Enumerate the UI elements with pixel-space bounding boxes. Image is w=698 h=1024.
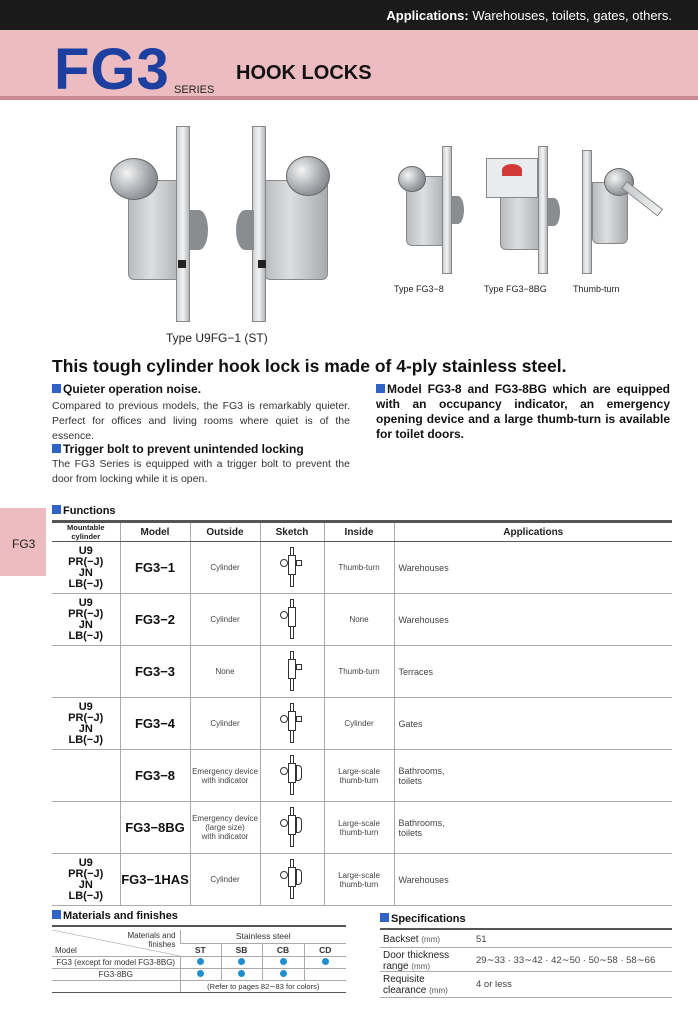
table-row bbox=[52, 968, 346, 980]
col-header: Inside bbox=[324, 523, 394, 542]
feature-2-text: The FG3 Series is equipped with a trigger bolt to prevent the door from locking while it is open. bbox=[52, 458, 350, 485]
finish-header: SB bbox=[221, 943, 262, 956]
product-title: HOOK LOCKS bbox=[236, 62, 372, 84]
finish-available-dot-icon bbox=[238, 958, 245, 965]
finish-available-dot-icon bbox=[280, 970, 287, 977]
feature-1-title bbox=[52, 382, 201, 396]
feature-2-title bbox=[52, 442, 304, 456]
fg3-8-caption: Type FG3−8 bbox=[394, 284, 444, 294]
spec-unit: (mm) bbox=[429, 986, 448, 995]
cylinder-text: JN bbox=[78, 878, 93, 891]
bullet-square-icon bbox=[380, 913, 389, 922]
functions-header-row bbox=[52, 523, 672, 542]
inside-text: Large-scale bbox=[338, 818, 380, 828]
materials-header-row bbox=[52, 930, 346, 943]
application-text: Warehouses bbox=[398, 562, 449, 573]
faceplate bbox=[176, 126, 190, 322]
spec-value: 4 or less bbox=[476, 979, 512, 990]
thumb-turn-photo bbox=[572, 146, 672, 276]
hook-bolt bbox=[190, 210, 208, 250]
outside-cell bbox=[190, 698, 260, 750]
application-cell bbox=[394, 802, 672, 854]
cylinder-cell bbox=[52, 646, 120, 698]
lock-sketch-icon bbox=[276, 805, 308, 849]
inside-cell bbox=[324, 854, 394, 906]
table-row bbox=[52, 956, 346, 968]
table-row bbox=[52, 594, 672, 646]
outside-cell bbox=[190, 854, 260, 906]
functions-title bbox=[52, 505, 116, 517]
application-text: Warehouses bbox=[398, 614, 449, 625]
cylinder-text: LB(−J) bbox=[68, 629, 104, 642]
bullet-square-icon bbox=[52, 384, 61, 393]
lock-sketch-icon bbox=[276, 545, 308, 589]
faceplate bbox=[442, 146, 452, 274]
cylinder-text: U9 bbox=[78, 856, 93, 869]
faceplate bbox=[582, 150, 592, 274]
outside-text: Emergency device bbox=[192, 766, 258, 776]
feature-3 bbox=[376, 382, 670, 442]
sketch-outside bbox=[280, 559, 288, 567]
cylinder-text: U9 bbox=[78, 596, 93, 609]
application-text: Gates bbox=[398, 718, 423, 729]
materials-table bbox=[52, 930, 346, 993]
cylinder-text: LB(−J) bbox=[68, 733, 104, 746]
application-cell bbox=[394, 698, 672, 750]
col-header: Mountable cylinder bbox=[52, 523, 120, 542]
fg3-8-photo bbox=[394, 146, 474, 276]
main-product-photo bbox=[100, 120, 360, 330]
material-model-cell: FG3-8BG bbox=[52, 968, 180, 980]
outside-text: None bbox=[215, 667, 235, 676]
inside-cell bbox=[324, 698, 394, 750]
table-row bbox=[52, 854, 672, 906]
finish-header: CB bbox=[262, 943, 304, 956]
sketch-inside bbox=[296, 560, 302, 566]
spec-label-text: Door thickness range bbox=[383, 950, 450, 972]
inside-text: Thumb-turn bbox=[338, 563, 380, 572]
application-text: toilets bbox=[398, 827, 423, 838]
col-header: Sketch bbox=[260, 523, 324, 542]
sketch-body bbox=[288, 815, 296, 835]
model-cell: FG3−4 bbox=[120, 698, 190, 750]
application-cell bbox=[394, 542, 672, 594]
sketch-cell bbox=[260, 854, 324, 906]
cylinder-cell bbox=[52, 802, 120, 854]
finish-header: ST bbox=[180, 943, 221, 956]
indicator-knob-image bbox=[398, 166, 426, 192]
spec-value: 51 bbox=[476, 934, 487, 945]
specs-title bbox=[380, 913, 466, 925]
model-cell: FG3−3 bbox=[120, 646, 190, 698]
finish-cell bbox=[180, 956, 221, 968]
cylinder-text: PR(−J) bbox=[68, 711, 104, 724]
sketch-lever bbox=[296, 869, 302, 885]
materials-title-text: Materials and finishes bbox=[63, 910, 178, 922]
sketch-cell bbox=[260, 750, 324, 802]
series-label: SERIES bbox=[174, 84, 215, 96]
model-cell: FG3−1 bbox=[120, 542, 190, 594]
section-side-tab bbox=[0, 508, 46, 576]
outside-text: Cylinder bbox=[210, 875, 240, 884]
outside-cell bbox=[190, 594, 260, 646]
outside-cell bbox=[190, 802, 260, 854]
inside-cell bbox=[324, 542, 394, 594]
functions-table bbox=[52, 522, 672, 906]
cylinder-text: LB(−J) bbox=[68, 577, 104, 590]
sketch-cell bbox=[260, 646, 324, 698]
finish-cell bbox=[221, 956, 262, 968]
inside-text: Thumb-turn bbox=[338, 667, 380, 676]
faceplate bbox=[252, 126, 266, 322]
outside-text: Cylinder bbox=[210, 615, 240, 624]
application-text: Bathrooms, bbox=[398, 765, 445, 776]
lock-sketch-icon bbox=[276, 753, 308, 797]
outside-text: (large size) bbox=[205, 823, 245, 832]
sketch-cell bbox=[260, 594, 324, 646]
hook-bolt bbox=[548, 198, 560, 226]
model-cell: FG3−1HAS bbox=[120, 854, 190, 906]
hook-bolt bbox=[236, 210, 254, 250]
sketch-cell bbox=[260, 802, 324, 854]
materials-note-row bbox=[52, 980, 346, 992]
lock-sketch-icon bbox=[276, 857, 308, 901]
finish-cell bbox=[221, 968, 262, 980]
spec-label bbox=[383, 934, 473, 945]
sketch-cell bbox=[260, 698, 324, 750]
inside-text: thumb-turn bbox=[339, 827, 379, 837]
inside-text: thumb-turn bbox=[339, 879, 379, 889]
finish-cell bbox=[304, 956, 346, 968]
top-bar bbox=[0, 0, 698, 30]
sketch-inside bbox=[296, 664, 302, 670]
inside-text: thumb-turn bbox=[339, 775, 379, 785]
spec-value: 29∼33 · 33∼42 · 42∼50 · 50∼58 · 58∼66 bbox=[476, 955, 656, 966]
table-row bbox=[52, 750, 672, 802]
sketch-lever bbox=[296, 765, 302, 781]
materials-top-rule bbox=[52, 925, 346, 927]
sketch-outside bbox=[280, 871, 288, 879]
spec-row bbox=[380, 930, 672, 948]
fg3-8bg-caption: Type FG3−8BG bbox=[484, 284, 547, 294]
finish-cell bbox=[304, 968, 346, 980]
materials-note: (Refer to pages 82∼83 for colors) bbox=[180, 980, 346, 992]
model-cell: FG3−2 bbox=[120, 594, 190, 646]
model-title: FG3 bbox=[54, 37, 170, 102]
finish-header: CD bbox=[304, 943, 346, 956]
spec-label bbox=[383, 974, 453, 996]
thumb-turn-image bbox=[286, 156, 330, 196]
cylinder-cell bbox=[52, 698, 120, 750]
sketch-lever bbox=[296, 817, 302, 833]
hook-bolt bbox=[452, 196, 464, 224]
outside-text: with indicator bbox=[201, 832, 249, 841]
materials-title bbox=[52, 910, 178, 922]
finish-cell bbox=[180, 968, 221, 980]
lock-sketch-icon bbox=[276, 701, 308, 745]
feature-2-title-text: Trigger bolt to prevent unintended locking bbox=[63, 442, 304, 456]
functions-title-text: Functions bbox=[63, 505, 116, 517]
sketch-outside bbox=[280, 767, 288, 775]
application-text: toilets bbox=[398, 775, 423, 786]
cylinder-text: PR(−J) bbox=[68, 555, 104, 568]
col-header: Outside bbox=[190, 523, 260, 542]
sketch-body bbox=[288, 711, 296, 731]
lock-sketch-icon bbox=[276, 597, 308, 641]
application-text: Bathrooms, bbox=[398, 817, 445, 828]
sketch-outside bbox=[280, 611, 288, 619]
outside-text: Emergency device bbox=[192, 814, 258, 823]
inside-text: None bbox=[349, 615, 369, 624]
cylinder-text: LB(−J) bbox=[68, 889, 104, 902]
spec-unit: (mm) bbox=[421, 935, 441, 944]
outside-cell bbox=[190, 542, 260, 594]
application-cell bbox=[394, 594, 672, 646]
inside-cell bbox=[324, 646, 394, 698]
outside-text: Cylinder bbox=[210, 719, 240, 728]
trigger-slot bbox=[258, 260, 266, 268]
inside-cell bbox=[324, 750, 394, 802]
cylinder-cell bbox=[52, 854, 120, 906]
inside-cell bbox=[324, 594, 394, 646]
cylinder-text: JN bbox=[78, 566, 93, 579]
model-cell: FG3−8 bbox=[120, 750, 190, 802]
cylinder-text: U9 bbox=[78, 544, 93, 557]
outside-cell bbox=[190, 750, 260, 802]
applications-value: Warehouses, toilets, gates, others. bbox=[472, 8, 672, 23]
specs-title-text: Specifications bbox=[391, 913, 466, 925]
bullet-square-icon bbox=[376, 384, 385, 393]
feature-1-title-text: Quieter operation noise. bbox=[63, 382, 202, 396]
sketch-body bbox=[288, 659, 296, 679]
bullet-square-icon bbox=[52, 444, 61, 453]
spec-row bbox=[380, 972, 672, 998]
spec-label-text: Backset bbox=[383, 934, 422, 945]
spec-unit: (mm) bbox=[411, 962, 431, 971]
inside-cell bbox=[324, 802, 394, 854]
materials-group-header: Stainless steel bbox=[180, 930, 346, 943]
sketch-body bbox=[288, 763, 296, 783]
inside-text: Large-scale bbox=[338, 766, 380, 776]
application-cell bbox=[394, 646, 672, 698]
indicator-red-window bbox=[502, 164, 522, 176]
cylinder-text: U9 bbox=[78, 700, 93, 713]
lock-case bbox=[264, 180, 328, 280]
table-row bbox=[52, 802, 672, 854]
faceplate bbox=[538, 146, 548, 274]
cylinder-cell bbox=[52, 750, 120, 802]
application-cell bbox=[394, 854, 672, 906]
corner-top-label bbox=[127, 931, 175, 949]
outside-cell bbox=[190, 646, 260, 698]
spec-label bbox=[383, 950, 453, 972]
materials-corner-cell bbox=[52, 930, 180, 956]
finish-available-dot-icon bbox=[197, 958, 204, 965]
col-header: Model bbox=[120, 523, 190, 542]
finish-available-dot-icon bbox=[238, 970, 245, 977]
cylinder-text: PR(−J) bbox=[68, 867, 104, 880]
model-cell: FG3−8BG bbox=[120, 802, 190, 854]
cylinder-knob-image bbox=[110, 158, 158, 200]
outside-text: Cylinder bbox=[210, 563, 240, 572]
lock-sketch-icon bbox=[276, 649, 308, 693]
finish-cell bbox=[262, 956, 304, 968]
sketch-cell bbox=[260, 542, 324, 594]
sketch-body bbox=[288, 607, 296, 627]
finish-available-dot-icon bbox=[280, 958, 287, 965]
bullet-square-icon bbox=[52, 910, 61, 919]
material-model-cell: FG3 (except for model FG3-8BG) bbox=[52, 956, 180, 968]
corner-top-text: Materials and bbox=[127, 931, 176, 940]
materials-note-spacer bbox=[52, 980, 180, 992]
table-row bbox=[52, 542, 672, 594]
table-row bbox=[52, 698, 672, 750]
inside-text: Cylinder bbox=[344, 719, 374, 728]
cylinder-text: JN bbox=[78, 618, 93, 631]
feature-1-text: Compared to previous models, the FG3 is remarkably quieter. Perfect for offices and living rooms where quiet is of the essence. bbox=[52, 400, 350, 442]
application-text: Terraces bbox=[398, 666, 434, 677]
cylinder-text: PR(−J) bbox=[68, 607, 104, 620]
sketch-body bbox=[288, 867, 296, 887]
corner-top-text-2: finishes bbox=[148, 940, 176, 949]
corner-bottom-label: Model bbox=[55, 945, 77, 955]
fg3-8bg-photo bbox=[482, 146, 568, 276]
applications-label: Applications: bbox=[386, 8, 469, 23]
finish-available-dot-icon bbox=[322, 958, 329, 965]
bullet-square-icon bbox=[52, 505, 61, 514]
finish-cell bbox=[262, 968, 304, 980]
application-text: Warehouses bbox=[398, 874, 449, 885]
sketch-outside bbox=[280, 819, 288, 827]
side-tab-label: FG3 bbox=[12, 537, 36, 551]
col-header: Applications bbox=[394, 523, 672, 542]
outside-text: with indicator bbox=[201, 775, 249, 785]
cylinder-cell bbox=[52, 594, 120, 646]
cylinder-cell bbox=[52, 542, 120, 594]
main-photo-caption: Type U9FG−1 (ST) bbox=[166, 331, 268, 345]
trigger-slot bbox=[178, 260, 186, 268]
thumb-turn-caption: Thumb-turn bbox=[573, 284, 620, 294]
feature-3-text: Model FG3-8 and FG3-8BG which are equipped with an occupancy indicator, an emergency opening device and a large thumb-turn is available for toilet doors. bbox=[376, 382, 670, 441]
sketch-outside bbox=[280, 715, 288, 723]
finish-available-dot-icon bbox=[197, 970, 204, 977]
inside-text: Large-scale bbox=[338, 870, 380, 880]
headline: This tough cylinder hook lock is made of 4-ply stainless steel. bbox=[52, 356, 567, 376]
applications-line bbox=[386, 8, 672, 23]
spec-row bbox=[380, 948, 672, 972]
sketch-inside bbox=[296, 716, 302, 722]
sketch-body bbox=[288, 555, 296, 575]
cylinder-text: JN bbox=[78, 722, 93, 735]
spec-label-text: Requisite clearance bbox=[383, 974, 430, 996]
application-cell bbox=[394, 750, 672, 802]
table-row bbox=[52, 646, 672, 698]
